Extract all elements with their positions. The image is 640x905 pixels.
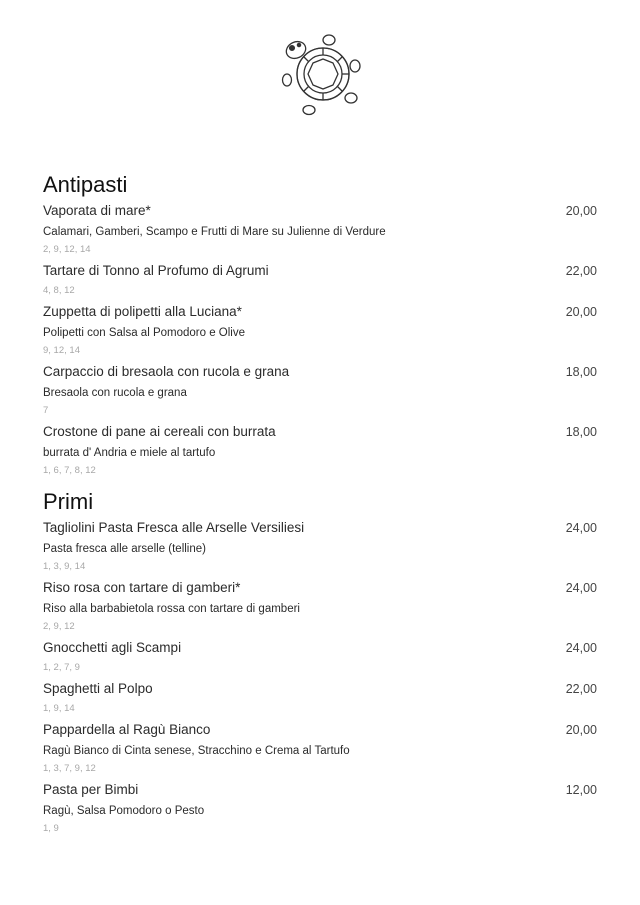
dish-name: Gnocchetti agli Scampi xyxy=(43,639,182,655)
dish-allergens: 1, 3, 9, 14 xyxy=(43,561,86,572)
section-antipasti xyxy=(43,170,597,478)
dish-price: 20,00 xyxy=(565,305,597,319)
dish-description: burrata d' Andria e miele al tartufo xyxy=(43,447,216,459)
dish-price: 24,00 xyxy=(565,641,597,655)
section-title: Antipasti xyxy=(43,172,128,197)
menu-item xyxy=(43,301,597,358)
section-primi xyxy=(43,487,597,836)
dish-allergens: 1, 9, 14 xyxy=(43,703,75,714)
dish-allergens: 1, 2, 7, 9 xyxy=(43,662,80,673)
menu-item xyxy=(43,577,597,634)
dish-name: Riso rosa con tartare di gamberi* xyxy=(43,579,241,595)
dish-description: Pasta fresca alle arselle (telline) xyxy=(43,543,206,555)
menu-item xyxy=(43,779,597,836)
dish-price: 24,00 xyxy=(565,521,597,535)
section-title: Primi xyxy=(43,489,94,514)
dish-allergens: 4, 8, 12 xyxy=(43,285,75,296)
dish-name: Vaporata di mare* xyxy=(43,202,151,218)
dish-price: 22,00 xyxy=(565,682,597,696)
dish-allergens: 2, 9, 12 xyxy=(43,621,75,632)
dish-allergens: 1, 6, 7, 8, 12 xyxy=(43,465,96,476)
dish-price: 20,00 xyxy=(565,723,597,737)
dish-name: Carpaccio di bresaola con rucola e grana xyxy=(43,363,290,379)
menu-item xyxy=(43,719,597,776)
dish-allergens: 1, 3, 7, 9, 12 xyxy=(43,763,96,774)
menu-item xyxy=(43,200,597,257)
dish-description: Riso alla barbabietola rossa con tartare di gamberi xyxy=(43,603,300,615)
dish-name: Crostone di pane ai cereali con burrata xyxy=(43,423,276,439)
dish-description: Ragù Bianco di Cinta senese, Stracchino e Crema al Tartufo xyxy=(43,745,350,757)
dish-price: 18,00 xyxy=(565,365,597,379)
menu xyxy=(43,170,597,839)
dish-allergens: 1, 9 xyxy=(43,823,59,834)
dish-name: Tagliolini Pasta Fresca alle Arselle Versiliesi xyxy=(43,519,305,535)
menu-item xyxy=(43,260,597,298)
dish-allergens: 9, 12, 14 xyxy=(43,345,80,356)
menu-item xyxy=(43,678,597,716)
dish-description: Bresaola con rucola e grana xyxy=(43,387,187,399)
dish-allergens: 2, 9, 12, 14 xyxy=(43,244,91,255)
dish-name: Pappardella al Ragù Bianco xyxy=(43,721,211,737)
dish-description: Calamari, Gamberi, Scampo e Frutti di Mare su Julienne di Verdure xyxy=(43,226,386,238)
dish-price: 18,00 xyxy=(565,425,597,439)
dish-price: 24,00 xyxy=(565,581,597,595)
menu-item xyxy=(43,361,597,418)
dish-name: Zuppetta di polipetti alla Luciana* xyxy=(43,303,242,319)
dish-allergens: 7 xyxy=(43,405,49,416)
dish-name: Pasta per Bimbi xyxy=(43,781,139,797)
turtle-logo-icon xyxy=(277,30,363,116)
dish-price: 22,00 xyxy=(565,264,597,278)
menu-item xyxy=(43,637,597,675)
dish-description: Polipetti con Salsa al Pomodoro e Olive xyxy=(43,327,245,339)
dish-name: Tartare di Tonno al Profumo di Agrumi xyxy=(43,262,269,278)
dish-price: 12,00 xyxy=(565,783,597,797)
menu-item xyxy=(43,421,597,478)
dish-name: Spaghetti al Polpo xyxy=(43,680,153,696)
dish-price: 20,00 xyxy=(565,204,597,218)
dish-description: Ragù, Salsa Pomodoro o Pesto xyxy=(43,805,205,817)
menu-item xyxy=(43,517,597,574)
